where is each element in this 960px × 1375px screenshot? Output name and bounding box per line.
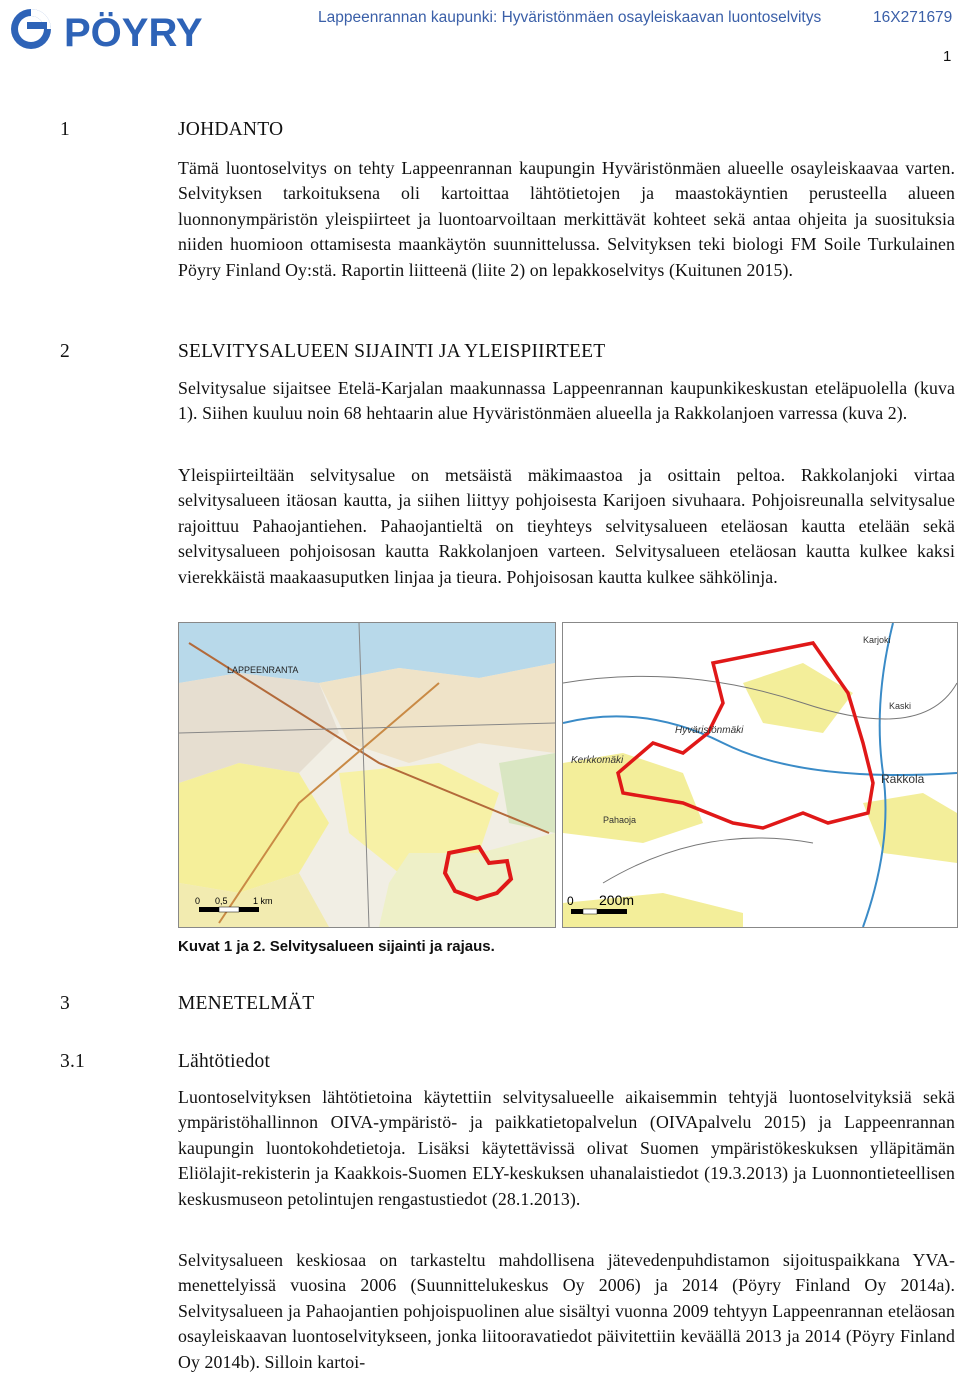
svg-text:PÖYRY: PÖYRY: [64, 11, 203, 54]
svg-text:200m: 200m: [599, 892, 635, 908]
page-header: [0, 0, 960, 70]
section-number: 3: [60, 993, 70, 1014]
poyry-logo: [6, 4, 246, 54]
svg-text:0: 0: [567, 894, 574, 908]
page-number: 1: [943, 48, 952, 65]
document-title: Lappeenrannan kaupunki: Hyväristönmäen osayleiskaavan luontoselvitys: [318, 9, 822, 26]
svg-text:Hyväristönmäki: Hyväristönmäki: [675, 725, 744, 736]
section-title: JOHDANTO: [178, 119, 284, 140]
section-title: Lähtötiedot: [178, 1051, 271, 1072]
location-map: [178, 622, 556, 928]
paragraph-sijainti-2: Yleispiirteiltään selvitysalue on metsäistä mäkimaastoa ja osittain peltoa. Rakkolanjoki virtaa selvitysalueen itäosan kautta, ja siihen liittyy pohjoisesta Karijoen sivuhaara. Pohjoisreunalla selvitysalue rajoittuu Pahaojantiehen. Pahaojantieltä on tieyhteys selvitysalueen eteläosan kautta etelään sekä selvitysalueen pohjoisosan kautta Rakkolanjoen varteen. Selvitysalueen eteläosan kautta kulkee kaksi vierekkäistä maakaasuputken linjaa ja tieura. Pohjoisosan kautta kulkee sähkölinja.: [178, 465, 955, 587]
document-code: 16X271679: [873, 9, 953, 26]
section-title: MENETELMÄT: [178, 993, 315, 1014]
section-number: 3.1: [60, 1051, 85, 1072]
paragraph-johdanto: Tämä luontoselvitys on tehty Lappeenrannan kaupungin Hyväristönmäen alueelle osayleiskaavaa varten. Selvityksen tarkoituksena oli kartoittaa lähtötietojen ja maastokäyntien perusteella alueen luonnonympäristön yleispiirteet ja luontoarvoiltaan merkittävät kohteet sekä antaa ohjeita ja suosituksia niiden huomioon ottamisesta maankäytön suunnittelussa. Selvityksen teki biologi FM Soile Turkulainen Pöyry Finland Oy:stä. Raportin liitteenä (liite 2) on lepakkoselvitys (Kuitunen 2015).: [178, 158, 955, 280]
study-area-map: [562, 622, 958, 928]
svg-text:1 km: 1 km: [253, 896, 273, 906]
section-number: 1: [60, 119, 70, 140]
svg-text:Rakkola: Rakkola: [881, 772, 925, 786]
paragraph-sijainti-1: Selvitysalue sijaitsee Etelä-Karjalan maakunnassa Lappeenrannan kaupunkikeskustan eteläpuolella (kuva 1). Siihen kuuluu noin 68 hehtaarin alue Hyväristönmäen alueella ja Rakkolanjoen varressa (kuva 2).: [178, 378, 955, 424]
paragraph-lahtotiedot-1: Luontoselvityksen lähtötietoina käytettiin selvitysalueelle aikaisemmin tehtyjä luontoselvityksiä sekä ympäristöhallinnon OIVA-ympäristö- ja paikkatietopalvelun (OIVApalvelu 2015) ja Lappeenrannan kaupungin luontokohdetietoja. Lisäksi käytettävissä olivat Suomen ympäristökeskuksen ylläpitämän Eliölajit-rekisterin ja Kaakkois-Suomen ELY-keskuksen uhanalaistiedot (19.3.2013) ja Luonnontieteellisen keskusmuseon petolintujen rengastustiedot (28.1.2013).: [178, 1087, 955, 1209]
figure-caption: Kuvat 1 ja 2. Selvitysalueen sijainti ja rajaus.: [178, 938, 495, 955]
svg-text:Kaski: Kaski: [889, 701, 912, 711]
svg-text:Kerkkomäki: Kerkkomäki: [571, 755, 624, 766]
section-number: 2: [60, 341, 70, 362]
paragraph-lahtotiedot-2: Selvitysalueen keskiosaa on tarkasteltu mahdollisena jätevedenpuhdistamon sijoituspaikkana YVA-menettelyissä vuosina 2006 (Suunnittelukeskus Oy 2006) ja 2014 (Pöyry Finland Oy 2014a). Selvitysalueen ja Pahaojantien pohjoispuolinen alue sisältyi vuonna 2009 tehtyyn Lappeenrannan eteläosan osayleiskaavan luontoselvitykseen, jonka liitooravatiedot päivitettiin keväällä 2013 ja 2014 (Pöyry Finland Oy 2014b). Silloin kartoi-: [178, 1250, 955, 1372]
section-title: SELVITYSALUEEN SIJAINTI JA YLEISPIIRTEET: [178, 341, 606, 362]
svg-text:0: 0: [195, 896, 201, 906]
svg-text:Karjoki: Karjoki: [863, 635, 891, 645]
svg-text:0,5: 0,5: [215, 896, 228, 906]
map1-place-label: LAPPEENRANTA: [227, 665, 299, 675]
svg-text:Pahaoja: Pahaoja: [603, 815, 637, 825]
